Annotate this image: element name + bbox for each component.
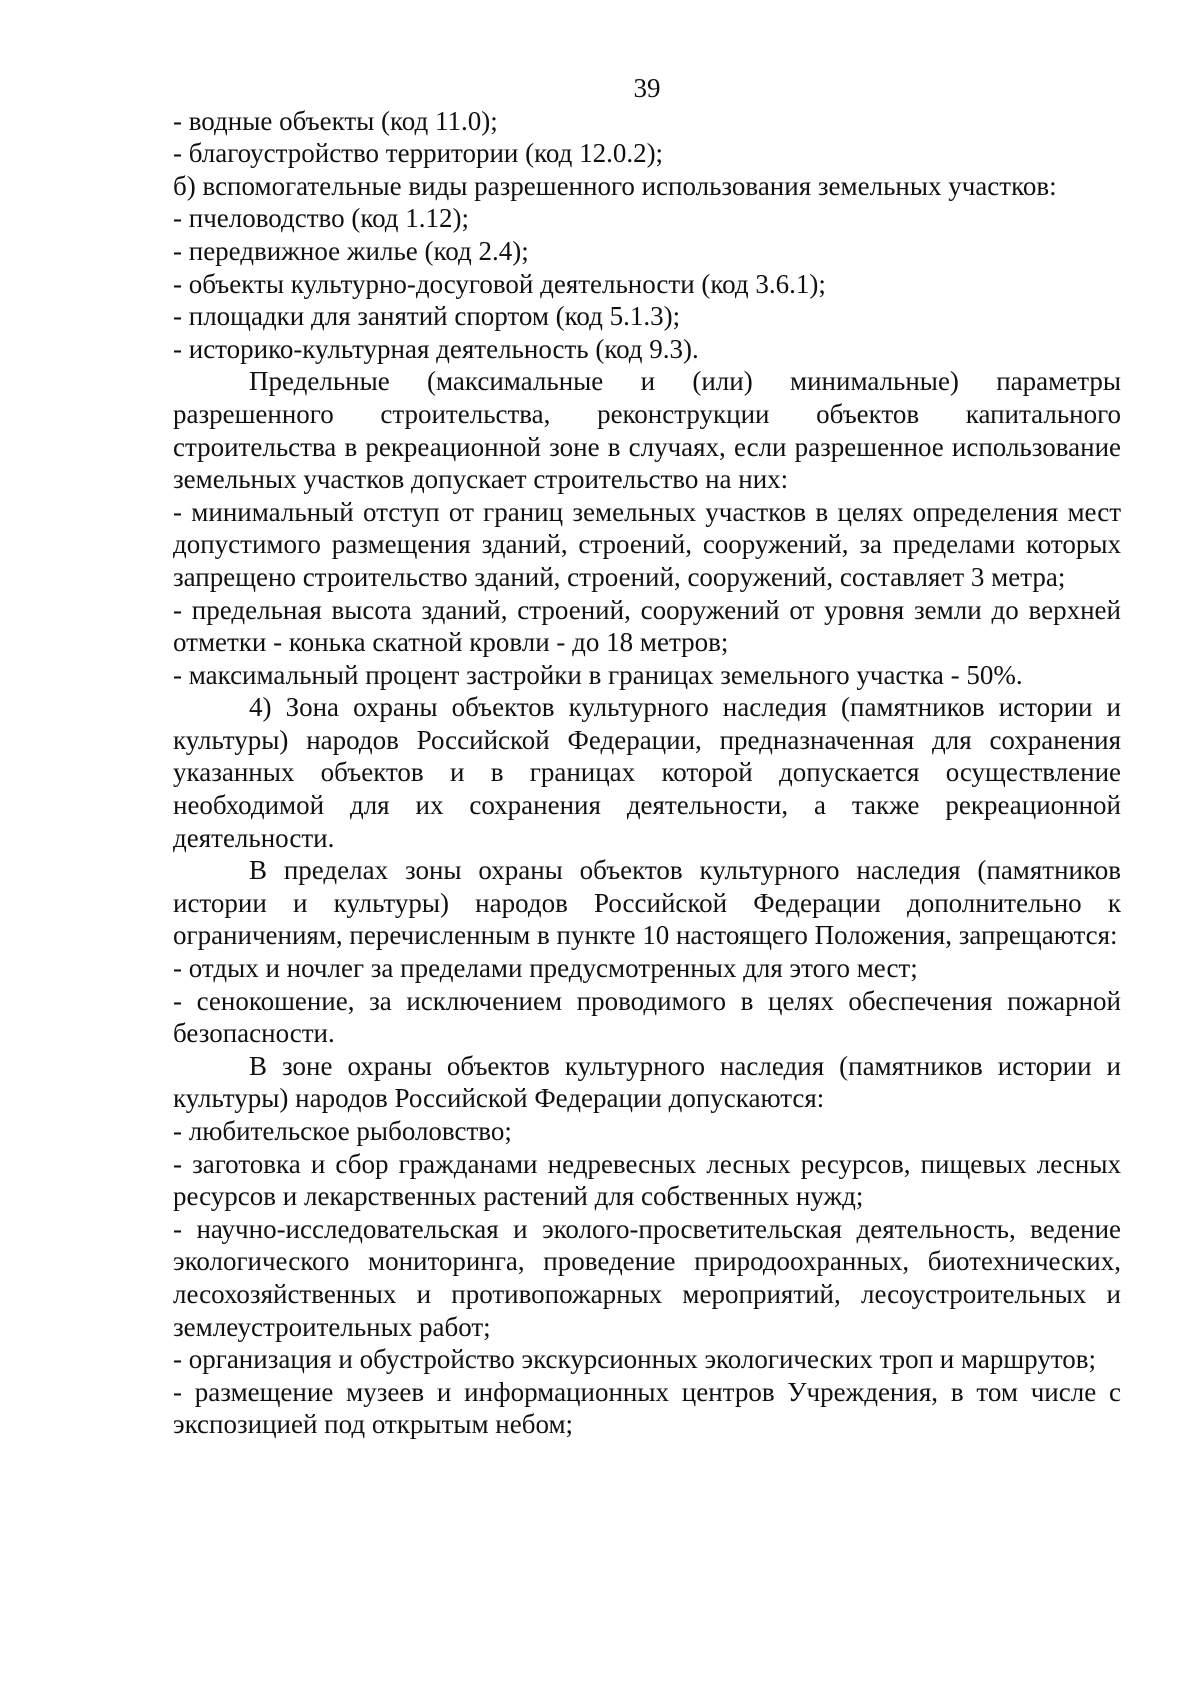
list-item: - предельная высота зданий, строений, сооружений от уровня земли до верхней отметки - конька скатной кровли - до 18 метров; — [173, 594, 1121, 658]
list-item: - благоустройство территории (код 12.0.2); — [173, 138, 664, 169]
list-item: - водные объекты (код 11.0); — [173, 105, 498, 136]
list-item: - заготовка и сбор гражданами недревесных лесных ресурсов, пищевых лесных ресурсов и лекарственных растений для собственных нужд; — [173, 1148, 1121, 1212]
paragraph-limit-parameters: Предельные (максимальные и (или) минимальные) параметры разрешенного строительства, реконструкции объектов капитального строительства в рекреационной зоне в случаях, если разрешенное использование земельных участков допускает строительство на них: — [173, 366, 1121, 495]
paragraph-zone-4: 4) Зона охраны объектов культурного наследия (памятников истории и культуры) народов Российской Федерации, предназначенная для сохранения указанных объектов и в границах которой допускается осуществление необходимой для их сохранения деятельности, а также рекреационной деятельности. — [173, 692, 1121, 853]
paragraph-prohibitions: В пределах зоны охраны объектов культурного наследия (памятников истории и культуры) народов Российской Федерации дополнительно к ограничениям, перечисленным в пункте 10 настоящего Положения, запрещаются: — [173, 855, 1121, 951]
list-item: - историко-культурная деятельность (код 9.3). — [173, 333, 699, 364]
list-item: - площадки для занятий спортом (код 5.1.3); — [173, 301, 681, 332]
list-item: - передвижное жилье (код 2.4); — [173, 235, 529, 266]
list-item: - научно-исследовательская и эколого-просветительская деятельность, ведение экологического мониторинга, проведение природоохранных, биотехнических, лесохозяйственных и противопожарных мероприятий, лесоустроительных и землеустроительных работ; — [173, 1213, 1121, 1342]
list-item: - сенокошение, за исключением проводимого в целях обеспечения пожарной безопасности. — [173, 985, 1121, 1049]
list-item: - отдых и ночлег за пределами предусмотренных для этого мест; — [173, 953, 918, 984]
list-item: - любительское рыболовство; — [173, 1116, 512, 1146]
list-item: - пчеловодство (код 1.12); — [173, 203, 470, 234]
paragraph-permitted: В зоне охраны объектов культурного наследия (памятников истории и культуры) народов Российской Федерации допускаются: — [173, 1050, 1121, 1114]
subsection-heading: б) вспомогательные виды разрешенного использования земельных участков: — [173, 170, 1057, 201]
page-number: 39 — [633, 73, 661, 103]
list-item: - объекты культурно-досуговой деятельности (код 3.6.1); — [173, 268, 826, 299]
list-item: - максимальный процент застройки в границах земельного участка - 50%. — [173, 659, 1023, 690]
list-item: - организация и обустройство экскурсионных экологических троп и маршрутов; — [173, 1344, 1097, 1375]
document-page — [173, 72, 1121, 1441]
list-item: - минимальный отступ от границ земельных участков в целях определения мест допустимого размещения зданий, строений, сооружений, за пределами которых запрещено строительство зданий, строений, сооружений, составляет 3 метра; — [173, 496, 1121, 592]
list-item: - размещение музеев и информационных центров Учреждения, в том числе с экспозицией под открытым небом; — [173, 1376, 1121, 1440]
